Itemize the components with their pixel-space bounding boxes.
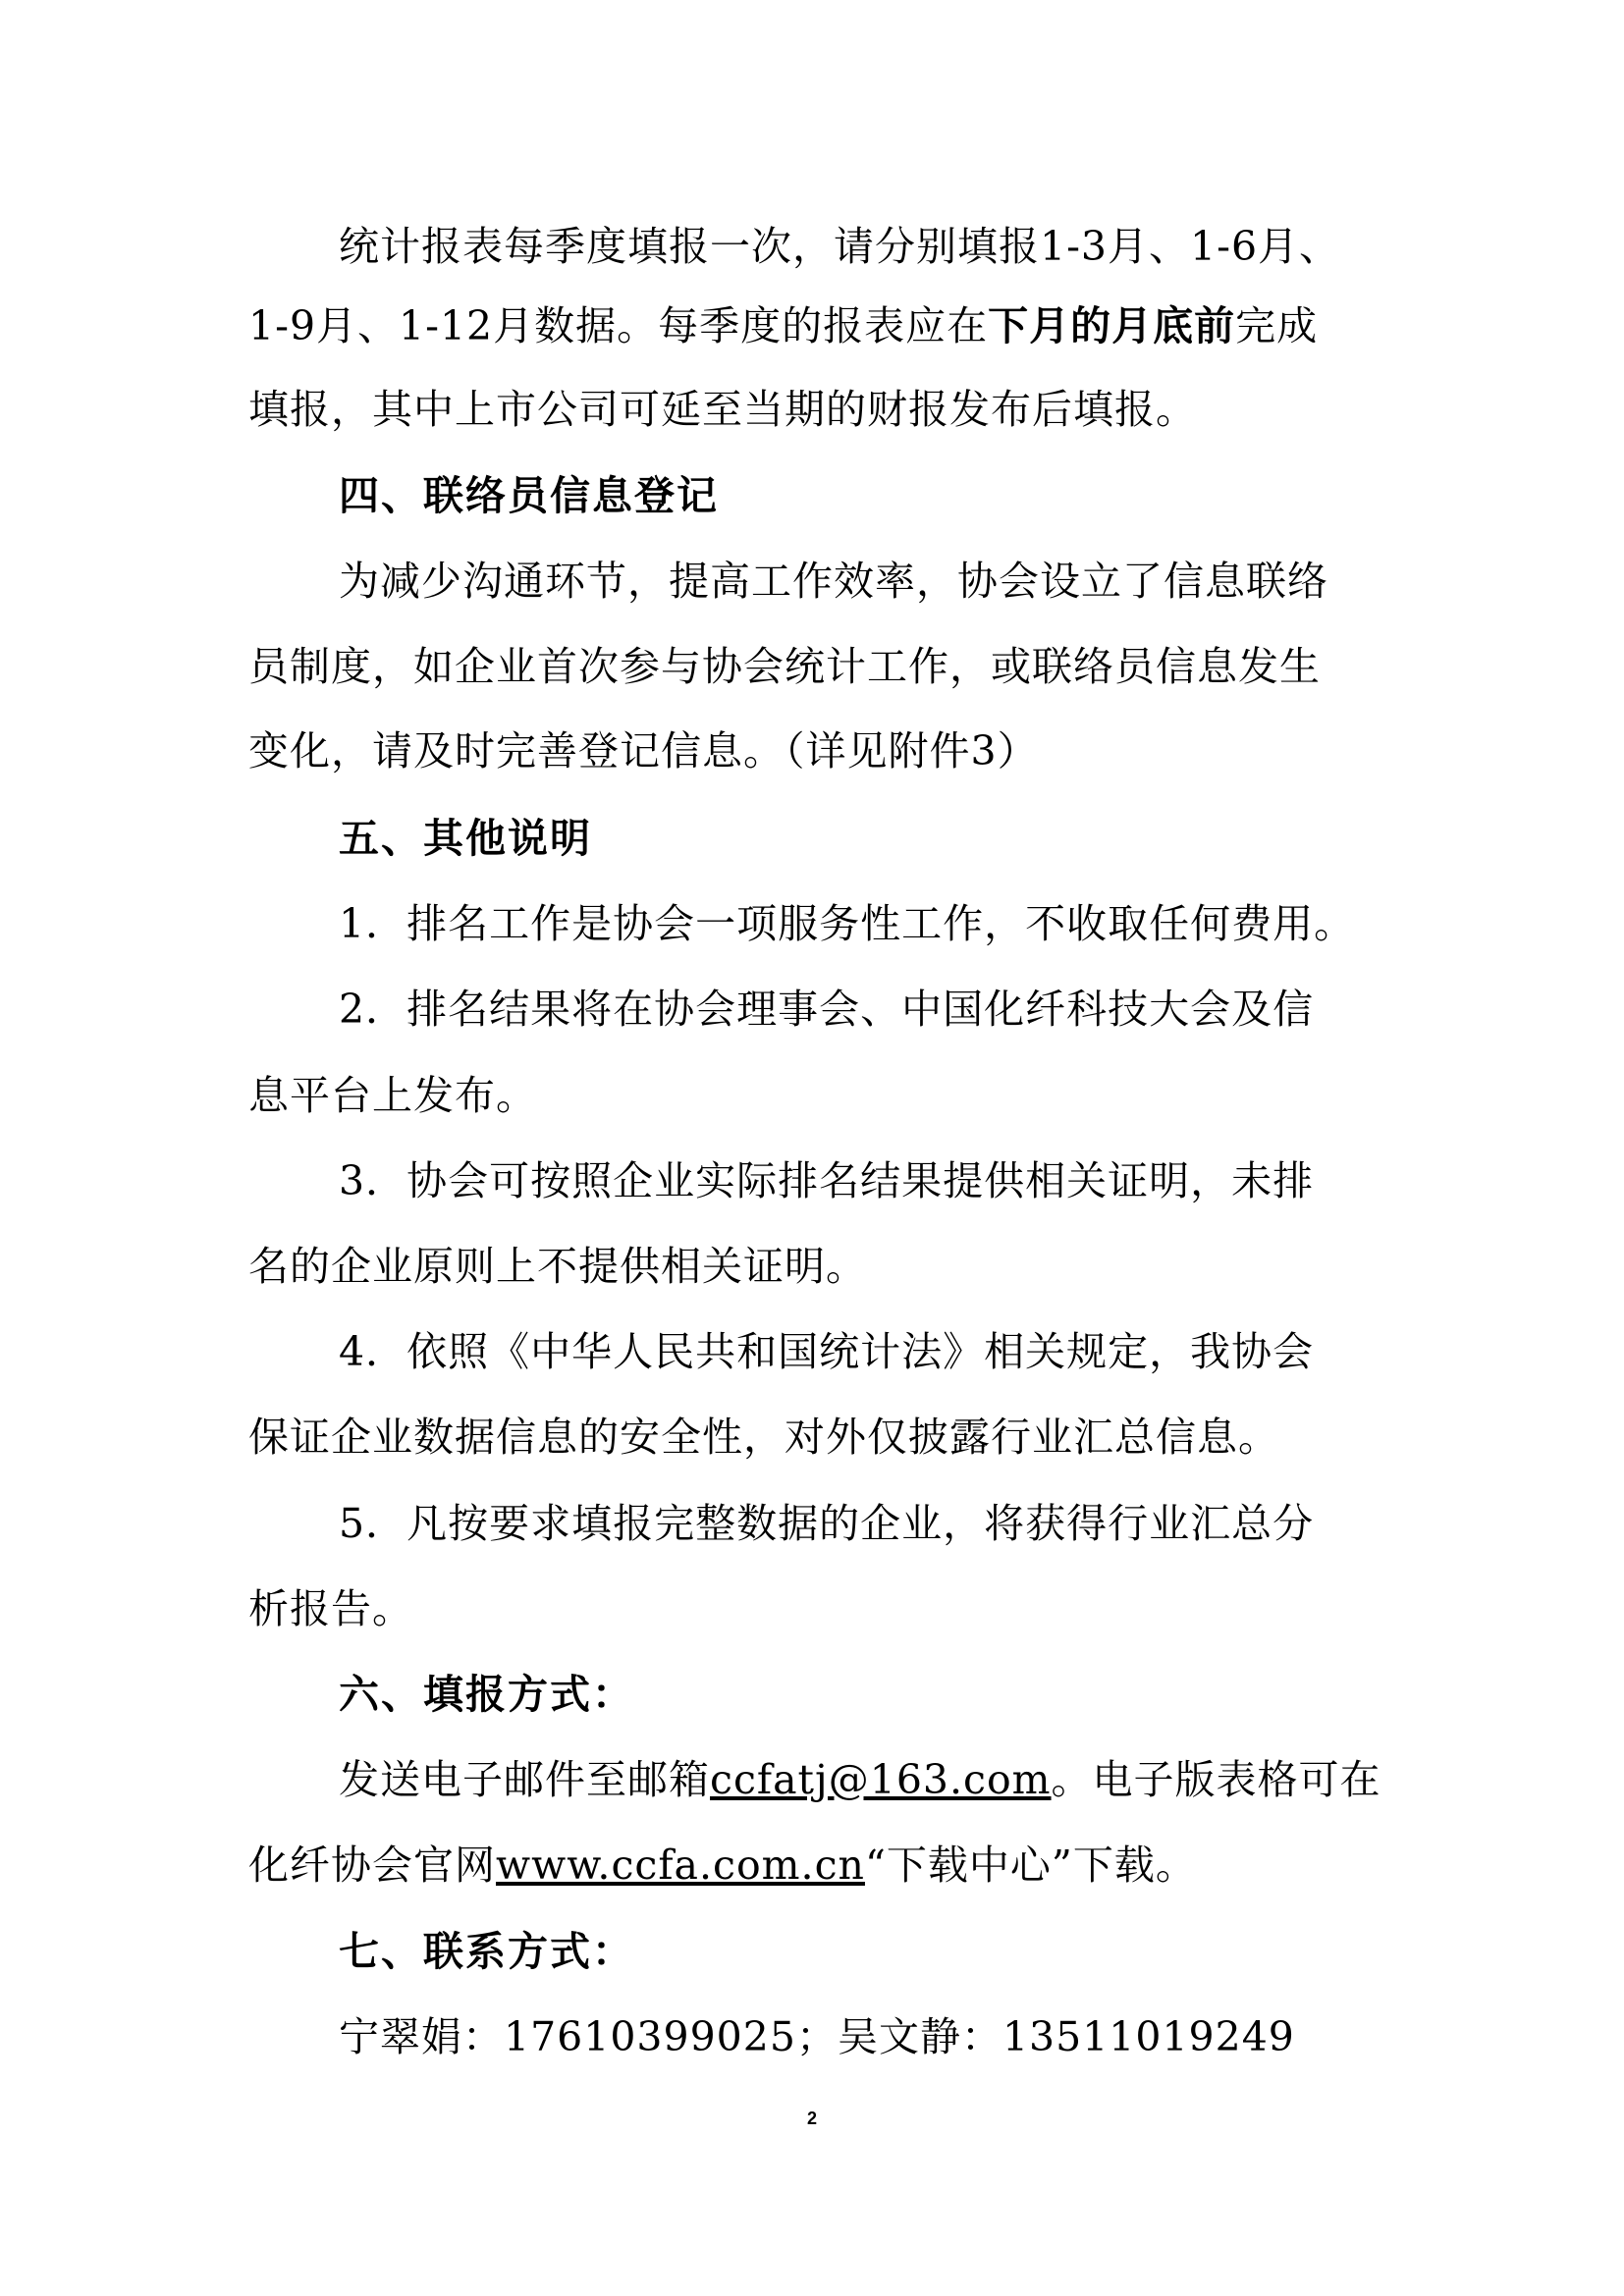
section-heading-text: 五、其他说明 (339, 815, 592, 862)
list-item-text: 息平台上发布。 (248, 1072, 537, 1119)
section-heading-text: 四、联络员信息登记 (339, 472, 719, 519)
paragraph-text: 填报，其中上市公司可延至当期的财报发布后填报。 (248, 386, 1197, 433)
section-heading-contact-registration (339, 468, 719, 523)
list-item-continuation (248, 1239, 867, 1294)
paragraph-text: 统计报表每季度填报一次，请分别填报1-3月、1-6月、 (339, 223, 1341, 270)
paragraph-line (248, 382, 1197, 437)
list-item (339, 1324, 1314, 1379)
paragraph-line (339, 554, 1328, 609)
paragraph-line (248, 298, 1318, 353)
list-item-text: 5．凡按要求填报完整数据的企业，将获得行业汇总分 (339, 1500, 1315, 1547)
list-item-text: 4．依照《中华人民共和国统计法》相关规定，我协会 (339, 1328, 1315, 1375)
deadline-emphasis: 下月的月底前 (988, 302, 1236, 349)
list-item-continuation (248, 1068, 537, 1123)
list-item-text: 2．排名结果将在协会理事会、中国化纤科技大会及信 (339, 986, 1315, 1033)
email-link[interactable]: ccfatj@163.com (710, 1756, 1052, 1803)
paragraph-text: 完成 (1235, 302, 1319, 349)
contact-phone-numbers: 宁翠娟：17610399025；吴文静：13511019249 (339, 2013, 1295, 2060)
list-item (339, 982, 1314, 1037)
paragraph-text: “下载中心”下载。 (864, 1842, 1197, 1889)
paragraph-text: 员制度，如企业首次参与协会统计工作，或联络员信息发生 (248, 643, 1321, 690)
section-heading-contact-info (339, 1924, 634, 1979)
list-item-continuation (248, 1410, 1279, 1465)
contact-line (339, 2009, 1295, 2064)
paragraph-text: 化纤协会官网 (248, 1842, 496, 1889)
paragraph-text: 发送电子邮件至邮箱 (339, 1756, 710, 1803)
list-item-text: 析报告。 (248, 1585, 413, 1632)
list-item (339, 1153, 1314, 1208)
paragraph-text: 1-9月、1-12月数据。每季度的报表应在 (248, 302, 989, 349)
website-link[interactable]: www.ccfa.com.cn (496, 1842, 865, 1889)
paragraph-text: 变化，请及时完善登记信息。（详见附件3） (248, 727, 1039, 774)
section-heading-text: 七、联系方式： (339, 1928, 634, 1975)
list-item-text: 名的企业原则上不提供相关证明。 (248, 1243, 867, 1290)
list-item-continuation (248, 1581, 413, 1636)
paragraph-line (248, 723, 1039, 778)
section-heading-submission-method (339, 1667, 634, 1722)
paragraph-text: 。电子版表格可在 (1051, 1756, 1381, 1803)
paragraph-line (339, 1752, 1381, 1807)
list-item (339, 1496, 1314, 1551)
section-heading-text: 六、填报方式： (339, 1671, 634, 1718)
paragraph-line (339, 219, 1340, 274)
paragraph-text: 为减少沟通环节，提高工作效率，协会设立了信息联络 (339, 558, 1328, 605)
list-item-text: 1．排名工作是协会一项服务性工作，不收取任何费用。 (339, 900, 1356, 947)
list-item-text: 3．协会可按照企业实际排名结果提供相关证明，未排 (339, 1157, 1315, 1204)
list-item (339, 896, 1355, 951)
page-number: 2 (806, 2109, 817, 2128)
paragraph-line (248, 639, 1321, 694)
list-item-text: 保证企业数据信息的安全性，对外仅披露行业汇总信息。 (248, 1414, 1279, 1461)
section-heading-other-notes (339, 811, 592, 866)
paragraph-line (248, 1838, 1197, 1893)
